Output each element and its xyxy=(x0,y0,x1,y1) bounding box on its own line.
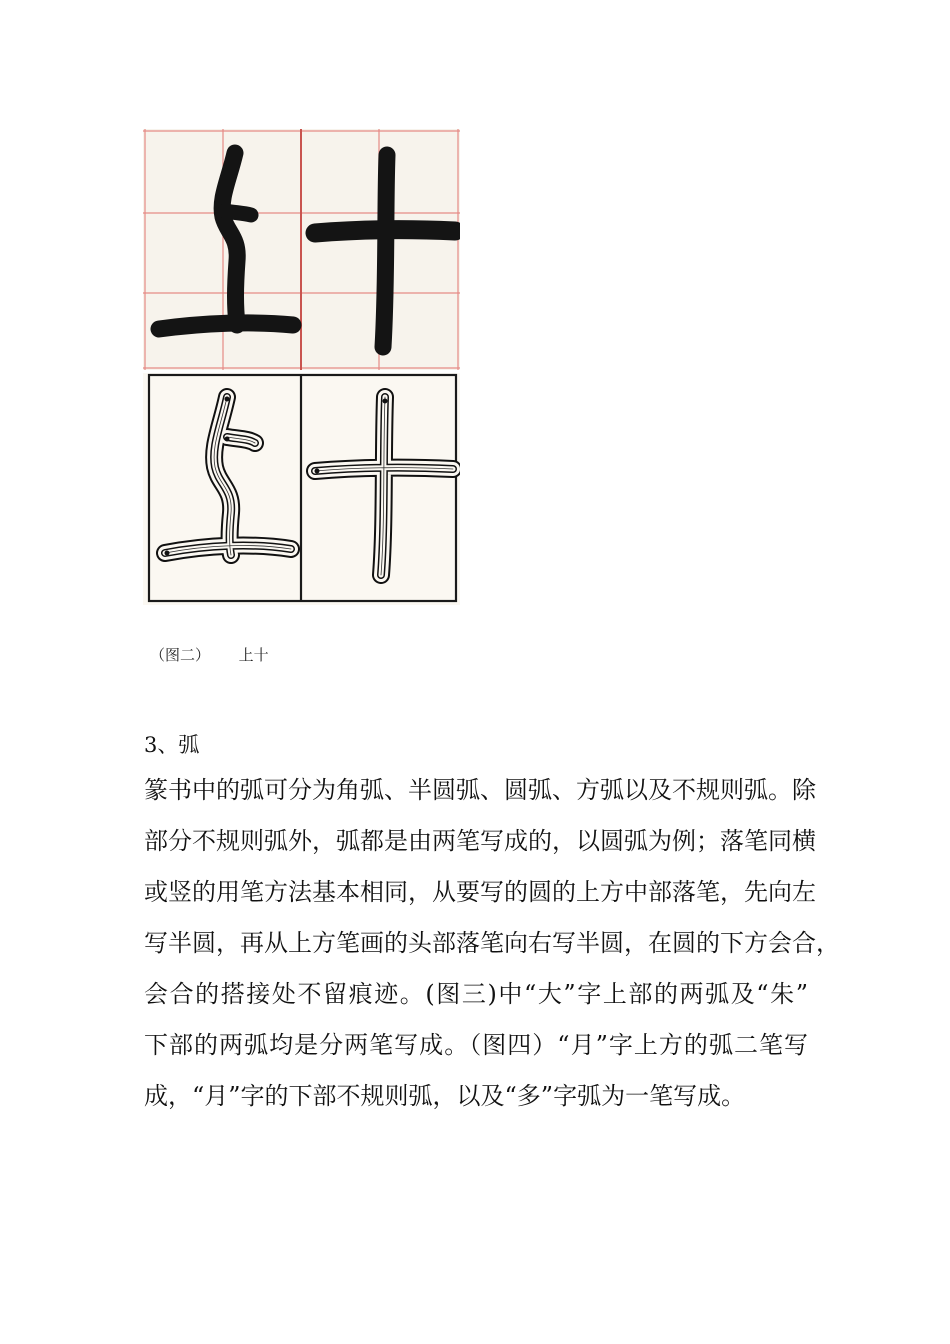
figure-characters: 上十 xyxy=(238,646,269,664)
figure-caption xyxy=(150,644,269,665)
body-line-7: 成，“月”字的下部不规则弧，以及“多”字弧为一笔写成。 xyxy=(144,1082,746,1110)
body-line-2: 部分不规则弧外，弧都是由两笔写成的，以圆弧为例；落笔同横 xyxy=(144,827,816,855)
body-line-4: 写半圆，再从上方笔画的头部落笔向右写半圆，在圆的下方会合， xyxy=(144,929,840,957)
calligraphy-figure xyxy=(143,129,460,605)
stroke-outline-panel xyxy=(143,373,460,605)
body-line-5: 会合的搭接处不留痕迹。(图三)中“大”字上部的两弧及“朱” xyxy=(144,980,808,1008)
section-heading: 3、弧 xyxy=(144,733,200,757)
brush-characters-panel xyxy=(143,129,460,370)
stroke-outline-image xyxy=(143,373,460,605)
body-line-6: 下部的两弧均是分两笔写成。（图四）“月”字上方的弧二笔写 xyxy=(144,1031,808,1059)
body-line-1: 篆书中的弧可分为角弧、半圆弧、圆弧、方弧以及不规则弧。除 xyxy=(144,776,816,804)
brush-characters-image xyxy=(143,129,460,370)
figure-label: （图二） xyxy=(150,646,211,664)
body-line-3: 或竖的用笔方法基本相同，从要写的圆的上方中部落笔，先向左 xyxy=(144,878,816,906)
